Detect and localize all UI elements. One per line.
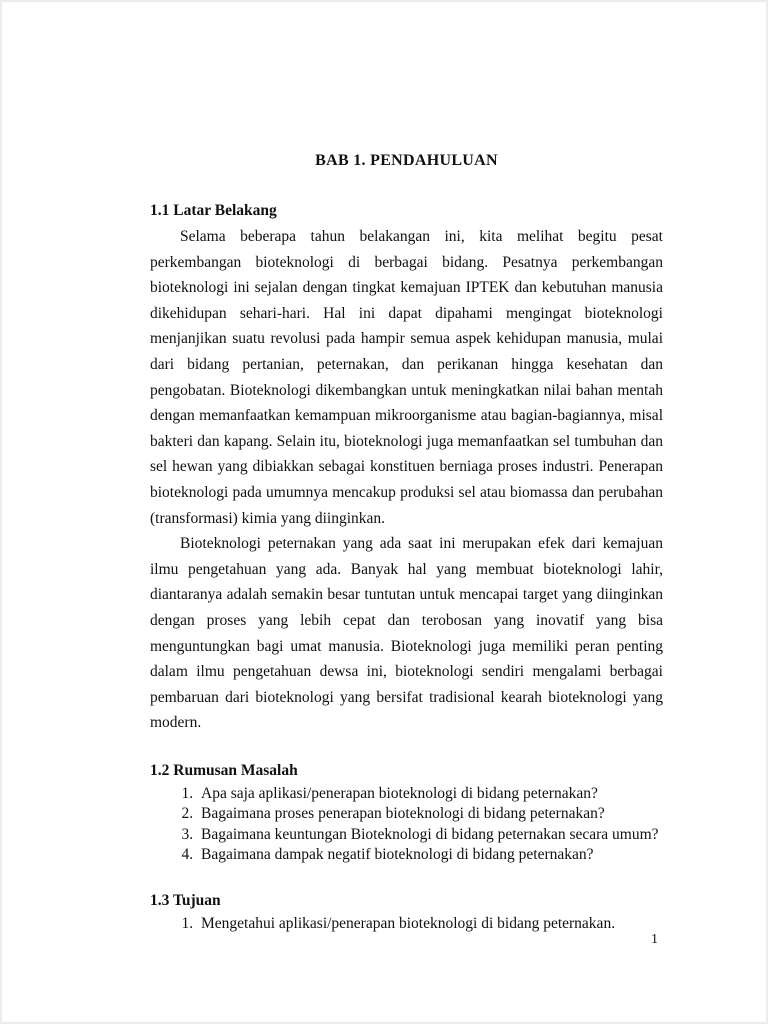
section-heading-latar-belakang: 1.1 Latar Belakang (150, 202, 277, 219)
list-item: 3. Bagaimana keuntungan Bioteknologi di bidang peternakan secara umum? (197, 825, 663, 845)
list-item: 1. Apa saja aplikasi/penerapan bioteknologi di bidang peternakan? (197, 784, 663, 804)
rumusan-masalah-list (150, 784, 663, 866)
list-item: 1. Mengetahui aplikasi/penerapan bioteknologi di bidang peternakan. (197, 914, 663, 934)
list-item: 4. Bagaimana dampak negatif bioteknologi di bidang peternakan? (197, 845, 663, 865)
tujuan-list (150, 914, 663, 934)
chapter-title: BAB 1. PENDAHULUAN (315, 152, 498, 169)
page-number: 1 (651, 932, 658, 947)
paragraph-latar-belakang-2: Bioteknologi peternakan yang ada saat ini merupakan efek dari kemajuan ilmu pengetahuan yang ada. Banyak hal yang membuat bioteknologi lahir, diantaranya adalah semakin besar tuntutan untuk mencapai target yang diinginkan dengan proses yang lebih cepat dan terobosan yang inovatif yang bisa menguntungkan bagi umat manusia. Bioteknologi juga memiliki peran penting dalam ilmu pengetahuan dewsa ini, bioteknologi sendiri mengalami berbagai pembaruan dari bioteknologi yang bersifat tradisional kearah bioteknologi yang modern. (150, 535, 663, 732)
section-heading-rumusan-masalah: 1.2 Rumusan Masalah (150, 761, 298, 779)
list-item: 2. Bagaimana proses penerapan bioteknologi di bidang peternakan? (197, 804, 663, 824)
section-heading-tujuan: 1.3 Tujuan (150, 891, 221, 909)
document-content (150, 152, 663, 934)
paragraph-latar-belakang-1: Selama beberapa tahun belakangan ini, kita melihat begitu pesat perkembangan bioteknologi di berbagai bidang. Pesatnya perkembangan bioteknologi ini sejalan dengan tingkat kemajuan IPTEK dan kebutuhan manusia dikehidupan sehari-hari. Hal ini dapat dipahami mengingat bioteknologi menjanjikan suatu revolusi pada hampir semua aspek kehidupan manusia, mulai dari bidang pertanian, peternakan, dan perikanan hingga kesehatan dan pengobatan. Bioteknologi dikembangkan untuk meningkatkan nilai bahan mentah dengan memanfaatkan kemampuan mikroorganisme atau bagian-bagiannya, misal bakteri dan kapang. Selain itu, bioteknologi juga memanfaatkan sel tumbuhan dan sel hewan yang dibiakkan sebagai konstituen berniaga proses industri. Penerapan bioteknologi pada umumnya mencakup produksi sel atau biomassa dan perubahan (transformasi) kimia yang diinginkan. (150, 228, 663, 527)
